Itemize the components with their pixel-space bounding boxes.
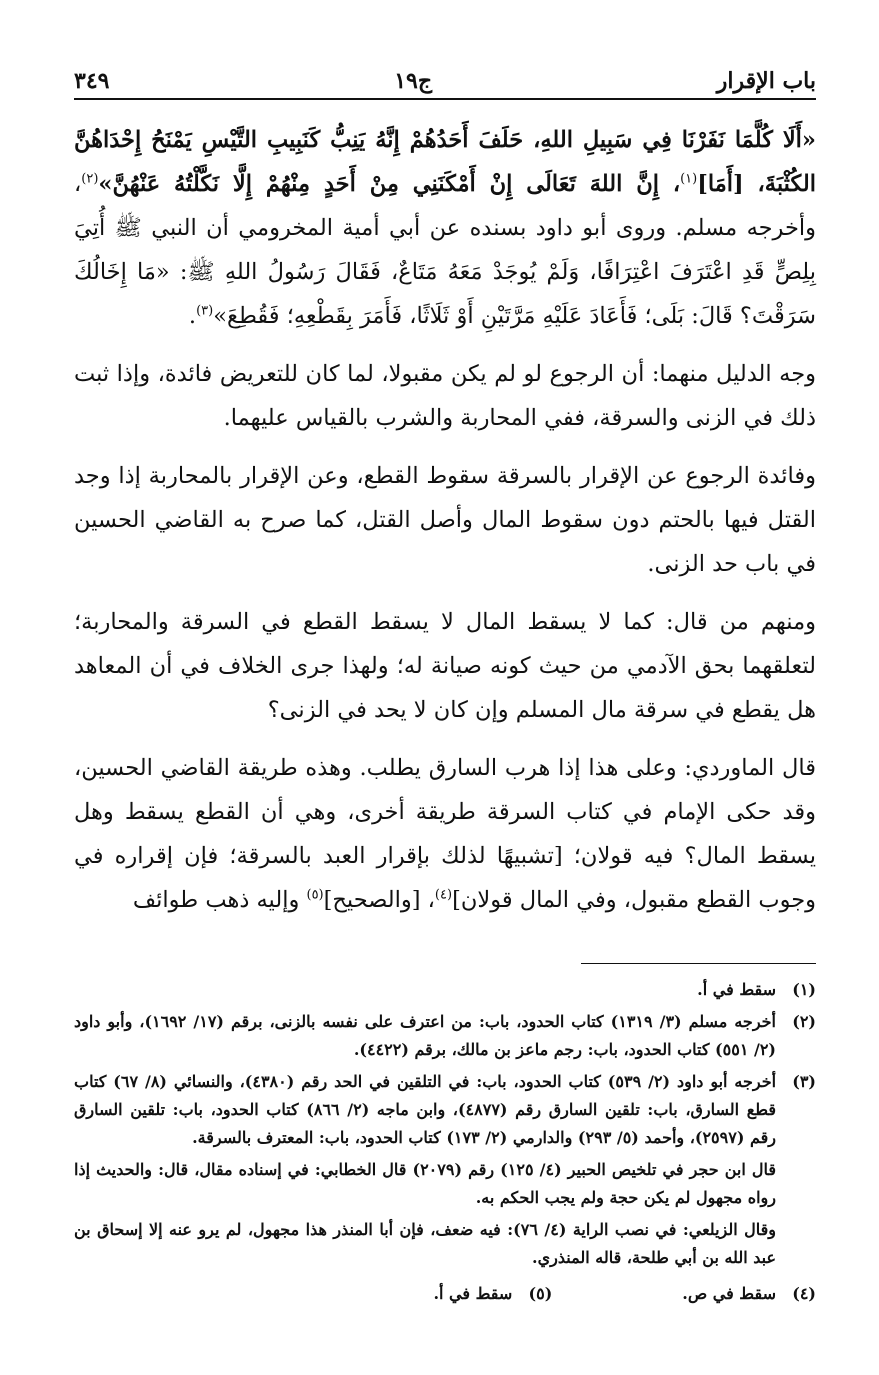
paragraph-5-text: قال الماوردي: وعلى هذا إذا هرب السارق يطلب. وهذه طريقة القاضي الحسين، وقد حكى الإمام في كتاب السرقة طريقة أخرى، وهي أن القطع يسقط وهل يسقط المال؟ فيه قولان؛ [تشبيهًا لذلك بإقرار العبد بالسرقة؛ فإن إقراره في وجوب القطع مقبول، وفي المال قولان]: [74, 755, 816, 913]
footnote-3-part-3: وقال الزيلعي: في نصب الراية (٤/ ٧٦): فيه ضعف، فإن أبا المنذر هذا مجهول، لم يرو عنه إلا إسحاق بن عبد الله بن أبي طلحة، قاله المنذري.: [74, 1220, 777, 1267]
running-header: [74, 58, 816, 100]
footnote-4: [682, 1280, 816, 1308]
footnote-text: سقط في أ.: [697, 980, 776, 999]
footnote-body: [74, 1068, 776, 1276]
footnote-ref-4: (٤): [434, 887, 453, 903]
paragraph-1-text: ، وأخرجه مسلم. وروى أبو داود بسنده عن أبي أمية المخرومي أن النبي ﷺ أُتِيَ بِلِصٍّ قَدِ اعْتَرَفَ اعْتِرَافًا، وَلَمْ يُوجَدْ مَعَهُ مَتَاعٌ، فَقَالَ رَسُولُ اللهِ ﷺ: «مَا إِخَالُكَ سَرَقْتَ؟ قَالَ: بَلَى؛ فَأَعَادَ عَلَيْهِ مَرَّتَيْنِ أَوْ ثَلَاثًا، فَأَمَرَ بِقَطْعِهِ؛ فَقُطِعَ»: [74, 171, 816, 329]
footnote-text: سقط في أ.: [433, 1284, 513, 1303]
footnote-ref-5: (٥): [306, 887, 324, 903]
hadith-quote-1: «أَلَا كُلَّمَا نَفَرْنَا فِي سَبِيلِ اللهِ، حَلَفَ أَحَدُهُمْ إِنَّهُ يَنِبُّ كَنَبِيبِ التَّيْسِ يَمْنَحُ إِحْدَاهُنَّ الكُثْبَةَ، [أَمَا]: [74, 127, 816, 197]
footnote-number: (٢): [792, 1012, 816, 1031]
footnote-number: (١): [792, 980, 816, 999]
paragraph-5: [74, 746, 816, 922]
footnote-3-part-1: أخرجه أبو داود (٢/ ٥٣٩) كتاب الحدود، باب: في التلقين في الحد رقم (٤٣٨٠)، والنسائي (٨/ ٦٧) كتاب قطع السارق، باب: تلقين السارق رقم (٤٨٧٧)، وابن ماجه (٢/ ٨٦٦) كتاب الحدود، باب: تلقين السارق رقم (٢٥٩٧)، وأحمد (٥/ ٢٩٣) والدارمي (٢/ ١٧٣) كتاب الحدود، باب: المعترف بالسرقة.: [74, 1072, 777, 1147]
paragraph-1-end: .: [188, 303, 197, 329]
footnote-3: [74, 1068, 816, 1276]
paragraph-2: وجه الدليل منهما: أن الرجوع لو لم يكن مقبولا، لما كان للتعريض فائدة، وإذا ثبت ذلك في الزنى والسرقة، ففي المحاربة والشرب بالقياس عليهما.: [74, 361, 816, 431]
paragraph-3: وفائدة الرجوع عن الإقرار بالسرقة سقوط القطع، وعن الإقرار بالمحاربة إذا وجد القتل فيها بالحتم دون سقوط المال وأصل القتل، كما صرح به القاضي الحسين في باب حد الزنى.: [74, 463, 816, 577]
volume-label: ج١٩: [394, 68, 433, 94]
footnote-divider: [581, 963, 816, 964]
section-title: باب الإقرار: [716, 68, 816, 94]
footnote-text: سقط في ص.: [682, 1284, 776, 1303]
book-page: [74, 58, 816, 1303]
footnote-5: [433, 1280, 552, 1308]
footnote-3-part-2: قال ابن حجر في تلخيص الحبير (٤/ ١٢٥) رقم (٢٠٧٩) قال الخطابي: في إسناده مقال، قال: والحديث إذا رواه مجهول لم يكن حجة ولم يجب الحكم به.: [74, 1160, 776, 1207]
paragraph-4: ومنهم من قال: كما لا يسقط المال لا يسقط القطع في السرقة والمحاربة؛ لتعلقهما بحق الآدمي من حيث كونه صيانة له؛ ولهذا جرى الخلاف في أن المعاهد هل يقطع في سرقة مال المسلم وإن كان لا يحد في الزنى؟: [74, 609, 816, 723]
footnote-2: [74, 1008, 816, 1064]
footnote-number: (٣): [792, 1072, 816, 1091]
main-text: [74, 118, 816, 922]
footnote-number: (٥): [528, 1284, 553, 1303]
hadith-quote-1-cont: ، إِنَّ اللهَ تَعَالَى إِنْ أَمْكَنَنِي مِنْ أَحَدٍ مِنْهُمْ إِلَّا نَكَّلْتُهُ عَنْهُنَّ»: [98, 171, 681, 197]
paragraph-5-end: وإليه ذهب طوائف: [132, 887, 307, 913]
footnote-1: [74, 976, 816, 1004]
paragraph-1: [74, 118, 816, 338]
footnote-ref-3: (٣): [196, 303, 214, 319]
page-number: ٣٤٩: [74, 68, 110, 94]
footnote-ref-1: (١): [680, 171, 698, 187]
footnote-row-4-5: [74, 1280, 816, 1308]
paragraph-5-mid: ، [والصحيح]: [323, 887, 435, 913]
footnote-ref-2: (٢): [81, 171, 99, 187]
footnote-text: أخرجه مسلم (٣/ ١٣١٩) كتاب الحدود، باب: من اعترف على نفسه بالزنى، برقم (١٧/ ١٦٩٢)، وأبو داود (٢/ ٥٥١) كتاب الحدود، باب: رجم ماعز بن مالك، برقم (٤٤٢٢).: [74, 1012, 776, 1059]
footnotes: [74, 976, 816, 1308]
footnote-number: (٤): [792, 1284, 816, 1303]
